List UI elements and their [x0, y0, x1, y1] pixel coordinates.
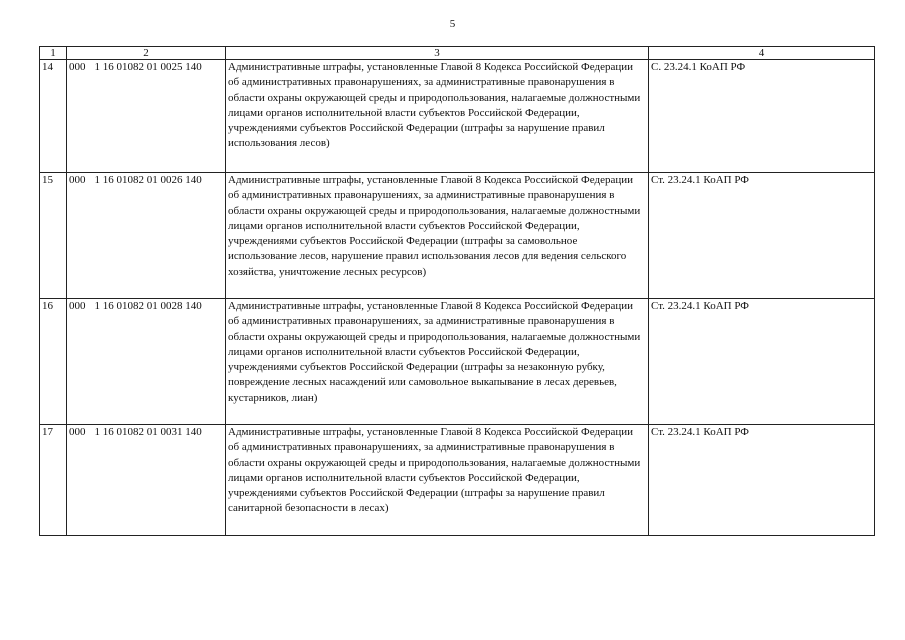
budget-code-cell	[67, 60, 226, 173]
column-header: 3	[226, 47, 649, 60]
article-cell: Ст. 23.24.1 КоАП РФ	[649, 425, 875, 536]
row-number: 14	[40, 60, 67, 173]
budget-code-cell	[67, 299, 226, 425]
column-header: 1	[40, 47, 67, 60]
kbk-code: 1 16 01082 01 0025 140	[94, 61, 202, 73]
page-number: 5	[449, 18, 456, 30]
fines-table	[39, 46, 875, 536]
row-number: 17	[40, 425, 67, 536]
row-number: 16	[40, 299, 67, 425]
description-cell: Административные штрафы, установленные Главой 8 Кодекса Российской Федерации об административных правонарушениях, за административные правонарушения в области охраны окружающей среды и природопользования, налагаемые должностными лицами органов исполнительной власти субъектов Российской Федерации, учреждениями субъектов Российской Федерации (штрафы за нарушение правил использования лесов)	[226, 60, 649, 173]
admin-code: 000	[69, 174, 86, 186]
budget-code-cell	[67, 425, 226, 536]
article-cell: Ст. 23.24.1 КоАП РФ	[649, 299, 875, 425]
table-row	[40, 425, 875, 536]
admin-code: 000	[69, 426, 86, 438]
row-number: 15	[40, 173, 67, 299]
table-row	[40, 299, 875, 425]
kbk-code: 1 16 01082 01 0031 140	[94, 426, 202, 438]
table-row	[40, 173, 875, 299]
table-row	[40, 60, 875, 173]
budget-code-cell	[67, 173, 226, 299]
admin-code: 000	[69, 61, 86, 73]
kbk-code: 1 16 01082 01 0028 140	[94, 300, 202, 312]
description-cell: Административные штрафы, установленные Главой 8 Кодекса Российской Федерации об административных правонарушениях, за административные правонарушения в области охраны окружающей среды и природопользования, налагаемые должностными лицами органов исполнительной власти субъектов Российской Федерации, учреждениями субъектов Российской Федерации (штрафы за самовольное использование лесов, нарушение правил использования лесов для ведения сельского хозяйства, уничтожение лесных ресурсов)	[226, 173, 649, 299]
column-header: 2	[67, 47, 226, 60]
table-header-row	[40, 47, 875, 60]
article-cell: С. 23.24.1 КоАП РФ	[649, 60, 875, 173]
admin-code: 000	[69, 300, 86, 312]
column-header: 4	[649, 47, 875, 60]
kbk-code: 1 16 01082 01 0026 140	[94, 174, 202, 186]
article-cell: Ст. 23.24.1 КоАП РФ	[649, 173, 875, 299]
description-cell: Административные штрафы, установленные Главой 8 Кодекса Российской Федерации об административных правонарушениях, за административные правонарушения в области охраны окружающей среды и природопользования, налагаемые должностными лицами органов исполнительной власти субъектов Российской Федерации, учреждениями субъектов Российской Федерации (штрафы за нарушение правил санитарной безопасности в лесах)	[226, 425, 649, 536]
description-cell: Административные штрафы, установленные Главой 8 Кодекса Российской Федерации об административных правонарушениях, за административные правонарушения в области охраны окружающей среды и природопользования, налагаемые должностными лицами органов исполнительной власти субъектов Российской Федерации, учреждениями субъектов Российской Федерации (штрафы за незаконную рубку, повреждение лесных насаждений или самовольное выкапывание в лесах деревьев, кустарников, лиан)	[226, 299, 649, 425]
